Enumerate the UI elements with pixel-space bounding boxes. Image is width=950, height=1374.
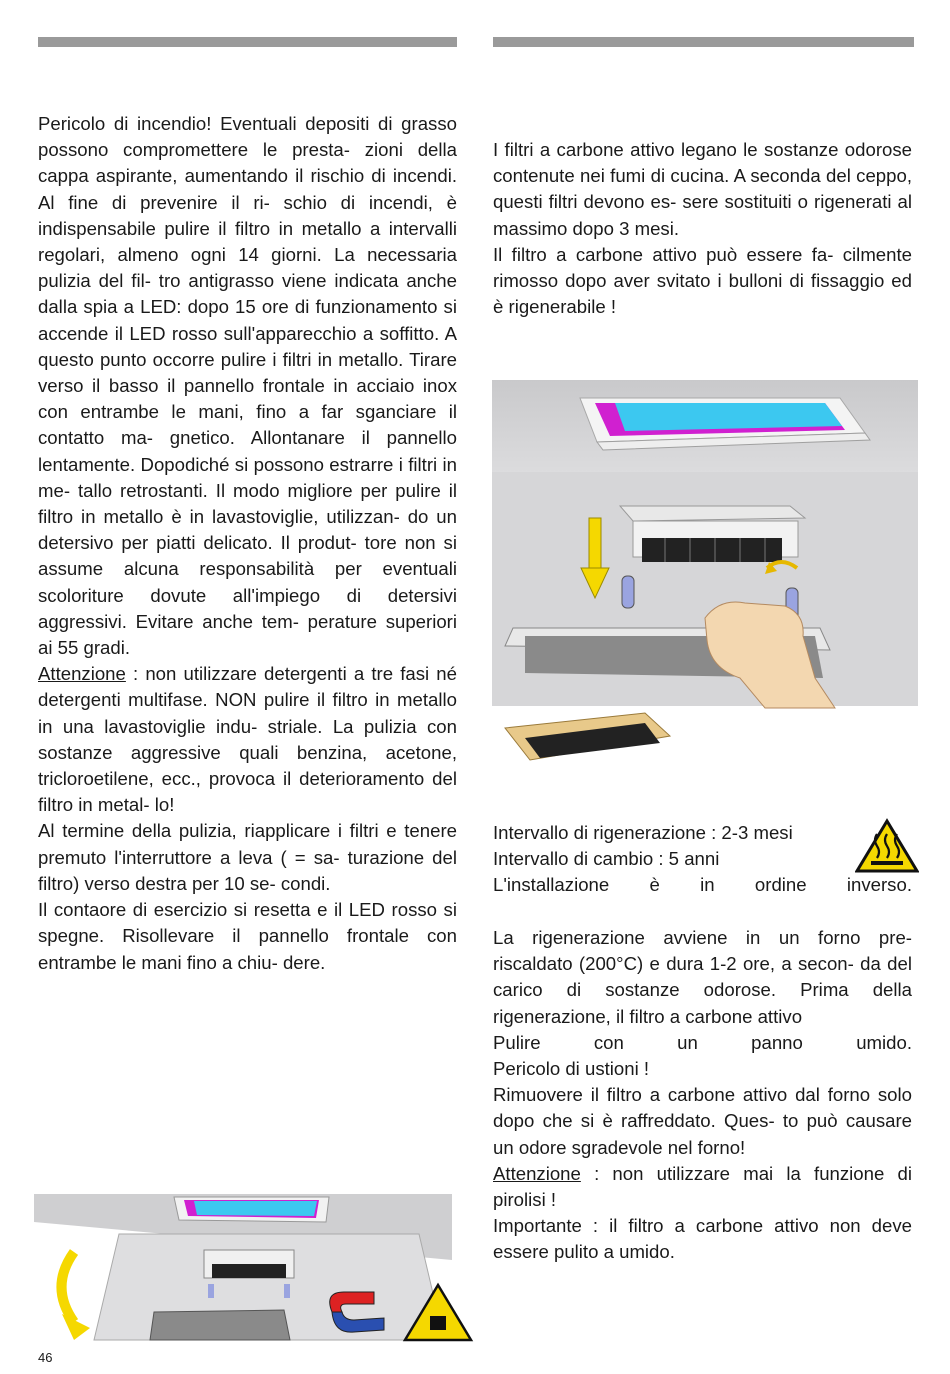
right-paragraph-removal: Il filtro a carbone attivo può essere fa- cilmente rimosso dopo aver svitato i bulloni di fissaggio ed è rigenerabile ! [493, 243, 912, 318]
important-paragraph: Importante : il filtro a carbone attivo non deve essere pulito a umido. [493, 1215, 912, 1263]
carbon-filter-unit [620, 506, 805, 562]
oven-removal-paragraph: Rimuovere il filtro a carbone attivo dal forno solo dopo che si è raffreddato. Ques- to può causare un odore sgradevole nel forno! [493, 1084, 912, 1158]
regeneration-paragraph: La rigenerazione avviene in un forno pre- riscaldato (200°C) e dura 1-2 ore, a secon- da del carico di sostanze odorose. Prima della rigenerazione, il filtro a carbone attivo [493, 927, 912, 1027]
install-word: ordine [754, 874, 807, 896]
install-word: L'installazione [493, 874, 610, 896]
fixing-bolt [284, 1284, 290, 1298]
left-column [38, 111, 457, 976]
install-word: inverso. [846, 874, 912, 896]
burn-hazard: Pericolo di ustioni ! [493, 1058, 650, 1080]
header-bar-right [493, 37, 914, 47]
fixing-bolt [622, 576, 634, 608]
attention-text: : non utilizzare detergenti a tre fasi né detergenti multifase. NON pulire il filtro in metallo in una lavastoviglie indu- striale. La pulizia con sostanze aggressive quali benzina, acetone, tricloroetilene, ecc., provoca il deterioramento del filtro in metal- lo! [38, 663, 457, 816]
right-column-bottom [493, 925, 912, 1266]
attention-label: Attenzione [38, 663, 126, 685]
header-bar-left [38, 37, 457, 47]
left-paragraph-reset: Il contaore di esercizio si resetta e il LED rosso si spegne. Risollevare il pannello frontale con entrambe le mani fino a chiu- dere. [38, 899, 457, 973]
right-column-top [493, 137, 912, 320]
right-attention-paragraph [493, 1161, 912, 1213]
clean-line [493, 1030, 912, 1056]
attention-text: : non utilizzare mai la funzione di pirolisi ! [493, 1162, 912, 1211]
attention-label: Attenzione [493, 1162, 581, 1184]
install-word: in [700, 874, 715, 896]
regeneration-interval: Intervallo di rigenerazione : 2-3 mesi [493, 822, 793, 843]
right-paragraph-carbon-filters: I filtri a carbone attivo legano le sostanze odorose contenute nei fumi di cucina. A seconda del ceppo, questi filtri devono es- sere sostituiti o rigenerati al massimo dopo 3 mesi. [493, 139, 912, 239]
install-word: è [649, 874, 660, 896]
carbon-filter-tray [505, 713, 670, 760]
carbon-filter-unit [204, 1250, 294, 1278]
clean-word: con [593, 1031, 624, 1053]
clean-word: Pulire [493, 1031, 541, 1053]
grease-filter [150, 1310, 290, 1340]
left-paragraph-attention [38, 661, 457, 818]
led-blue-panel [194, 1201, 317, 1216]
right-column-intervals [493, 820, 912, 899]
clean-word: un [677, 1031, 698, 1053]
left-paragraph-fire-hazard: Pericolo di incendio! Eventuali depositi di grasso possono compromettere le presta- zioni della cappa aspirante, aumentando il rischio di incendi. Al fine di prevenire il ri- schio di incendi, è indispensabile pulire il filtro in metallo a intervalli regolari, almeno ogni 14 giorni. La necessaria pulizia del fil- tro antigrasso viene indicata anche dalla spia a LED: dopo 15 ore di funzionamento si accende il LED rosso sull'apparecchio a soffitto. A questo punto occorre pulire i filtri in metallo. Tirare verso il basso il pannello frontale in acciaio inox con entrambe le mani, fino a far sganciare il contatto ma- gnetico. Allontanare il pannello lentamente. Dopodiché si possono estrarre i filtri in me- tallo retrostanti. Il modo migliore per pulire il filtro in metallo è in lavastoviglie, utilizzan- do un detersivo per piatti delicato. Il produt- tore non si assume alcuna responsabilità per eventuali scoloriture dovute all'impiego di detersivi aggressivi. Evitare anche tem- perature superiori ai 55 gradi. [38, 113, 457, 659]
page-number: 46 [38, 1350, 53, 1365]
rotate-arrow-icon [62, 1252, 75, 1322]
installation-line [493, 872, 912, 898]
left-paragraph-reapply: Al termine della pulizia, riapplicare i filtri e tenere premuto l'interruttore a leva ( = sa- turazione del filtro) verso destra per 10 se- condi. [38, 820, 457, 894]
fixing-bolt [208, 1284, 214, 1298]
front-panel-opening-illustration [34, 1192, 474, 1342]
clean-word: umido. [856, 1031, 912, 1053]
clean-word: panno [751, 1031, 803, 1053]
change-interval: Intervallo di cambio : 5 anni [493, 848, 720, 870]
carbon-filter-removal-illustration [485, 378, 920, 793]
